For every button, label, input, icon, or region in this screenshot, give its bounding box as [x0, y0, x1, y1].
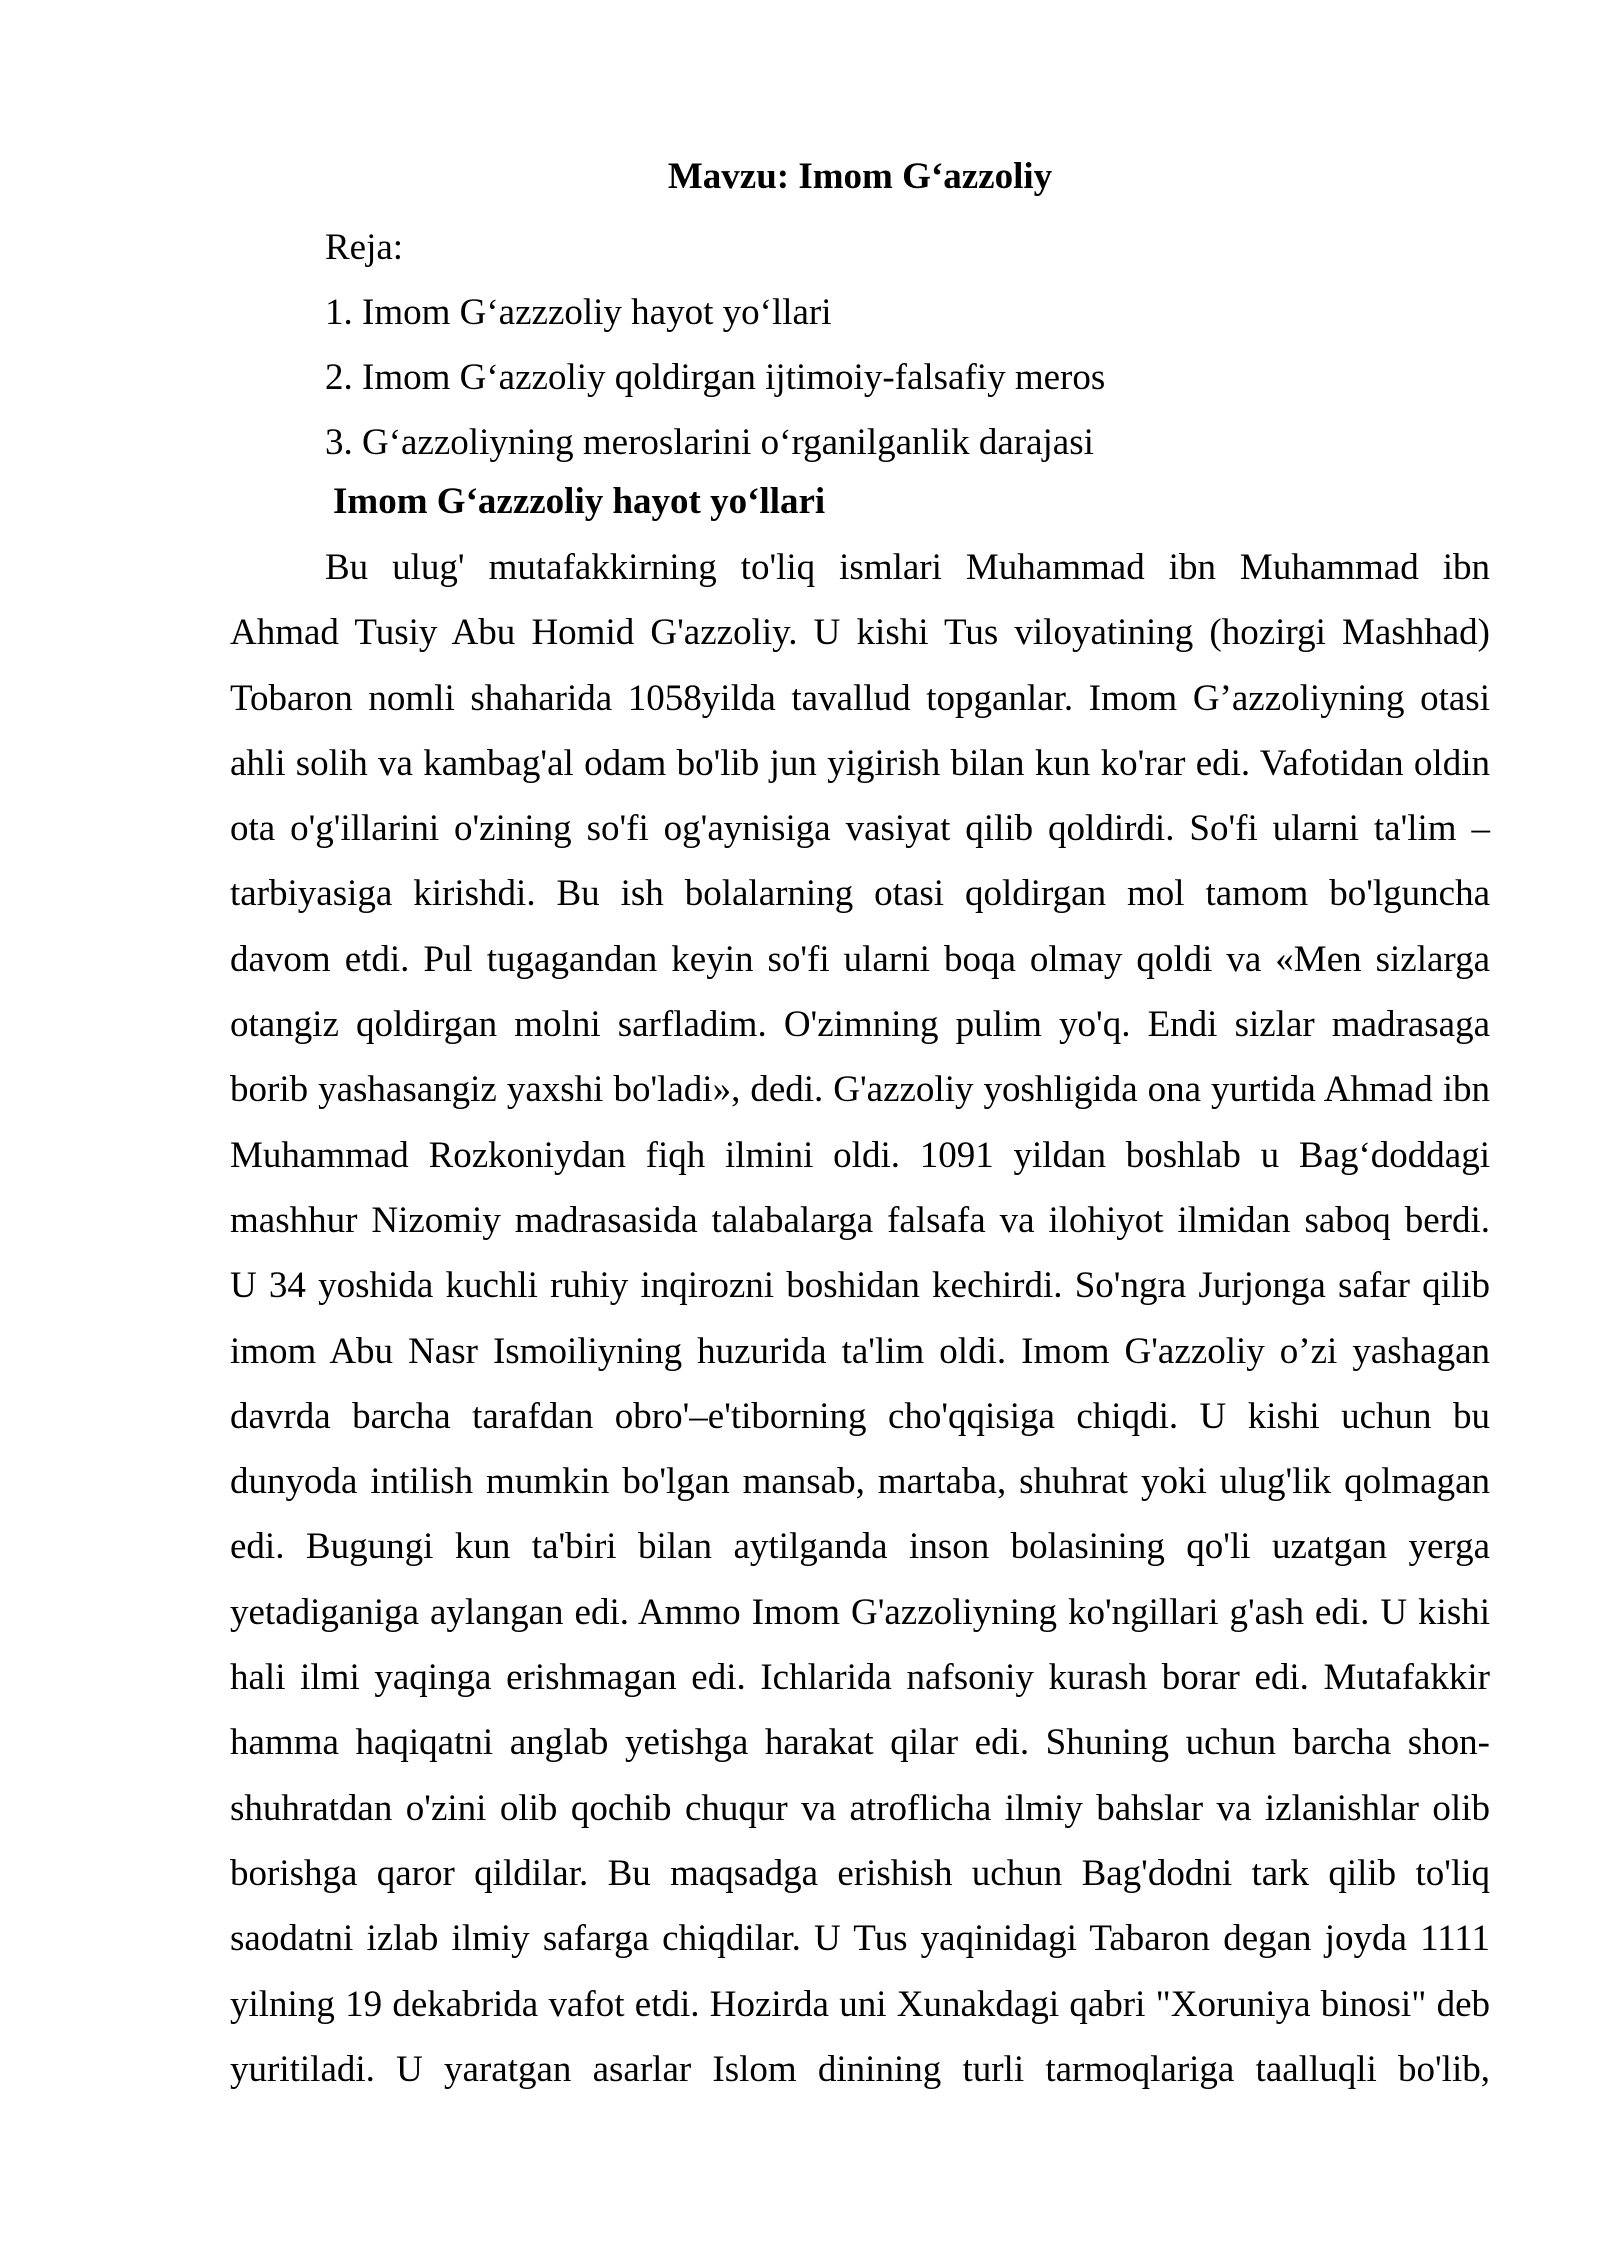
paragraph-line: yilning 19 dekabrida vafot etdi. Hozirda uni Xunakdagi qabri "Xoruniya binosi" deb	[230, 1983, 1490, 2025]
paragraph-line: saodatni izlab ilmiy safarga chiqdilar. U Tus yaqinidagi Tabaron degan joyda 1111	[230, 1918, 1490, 1960]
body-paragraph	[230, 535, 1490, 2102]
paragraph-line: borib yashasangiz yaxshi bo'ladi», dedi. G'azzoliy yoshligida ona yurtida Ahmad ibn	[230, 1069, 1490, 1111]
plan-heading: Reja:	[325, 227, 404, 268]
paragraph-line: davrda barcha tarafdan obro'–e'tiborning cho'qqisiga chiqdi. U kishi uchun bu	[230, 1395, 1490, 1437]
paragraph-line: hali ilmi yaqinga erishmagan edi. Ichlarida nafsoniy kurash borar edi. Mutafakkir	[230, 1657, 1490, 1699]
paragraph-line: Muhammad Rozkoniydan fiqh ilmini oldi. 1091 yildan boshlab u Bag‘doddagi	[230, 1134, 1490, 1176]
paragraph-line: dunyoda intilish mumkin bo'lgan mansab, martaba, shuhrat yoki ulug'lik qolmagan	[230, 1461, 1490, 1503]
paragraph-line: hamma haqiqatni anglab yetishga harakat qilar edi. Shuning uchun barcha shon-	[230, 1722, 1490, 1764]
paragraph-line: U 34 yoshida kuchli ruhiy inqirozni boshidan kechirdi. So'ngra Jurjonga safar qilib	[230, 1265, 1490, 1307]
paragraph-line: imom Abu Nasr Ismoiliyning huzurida ta'lim oldi. Imom G'azzoliy o’zi yashagan	[230, 1330, 1490, 1372]
paragraph-line: Ahmad Tusiy Abu Homid G'azzoliy. U kishi Tus viloyatining (hozirgi Mashhad)	[230, 612, 1490, 654]
paragraph-line: yetadiganiga aylangan edi. Ammo Imom G'azzoliyning ko'ngillari g'ash edi. U kishi	[230, 1591, 1490, 1633]
paragraph-line: Tobaron nomli shaharida 1058yilda tavallud topganlar. Imom G’azzoliyning otasi	[230, 677, 1490, 719]
paragraph-line: ahli solih va kambag'al odam bo'lib jun yigirish bilan kun ko'rar edi. Vafotidan oldin	[230, 742, 1490, 784]
document-title: Mavzu: Imom G‘azzoliy	[667, 156, 1053, 197]
plan-item: 2. Imom G‘azzoliy qoldirgan ijtimoiy-falsafiy meros	[325, 357, 1106, 398]
section-title: Imom G‘azzzoliy hayot yo‘llari	[333, 481, 826, 522]
paragraph-line: tarbiyasiga kirishdi. Bu ish bolalarning otasi qoldirgan mol tamom bo'lguncha	[230, 873, 1490, 915]
paragraph-line: borishga qaror qildilar. Bu maqsadga erishish uchun Bag'dodni tark qilib to'liq	[230, 1852, 1490, 1894]
plan-item: 1. Imom G‘azzzoliy hayot yo‘llari	[325, 292, 832, 333]
paragraph-line: shuhratdan o'zini olib qochib chuqur va atroflicha ilmiy bahslar va izlanishlar olib	[230, 1787, 1490, 1829]
paragraph-line: otangiz qoldirgan molni sarfladim. O'zimning pulim yo'q. Endi sizlar madrasaga	[230, 1004, 1490, 1046]
paragraph-line: Bu ulug' mutafakkirning to'liq ismlari Muhammad ibn Muhammad ibn	[325, 547, 1490, 588]
plan-section	[325, 215, 1105, 475]
plan-item: 3. G‘azzoliyning meroslarini o‘rganilganlik darajasi	[325, 422, 1094, 463]
paragraph-line: ota o'g'illarini o'zining so'fi og'aynisiga vasiyat qilib qoldirdi. So'fi ularni ta'lim –	[230, 808, 1490, 850]
paragraph-line: davom etdi. Pul tugagandan keyin so'fi ularni boqa olmay qoldi va «Men sizlarga	[230, 938, 1490, 980]
paragraph-line: edi. Bugungi kun ta'biri bilan aytilganda inson bolasining qo'li uzatgan yerga	[230, 1526, 1490, 1568]
paragraph-line: mashhur Nizomiy madrasasida talabalarga falsafa va ilohiyot ilmidan saboq berdi.	[230, 1199, 1490, 1241]
paragraph-line: yuritiladi. U yaratgan asarlar Islom dinining turli tarmoqlariga taalluqli bo'lib,	[230, 2048, 1490, 2090]
